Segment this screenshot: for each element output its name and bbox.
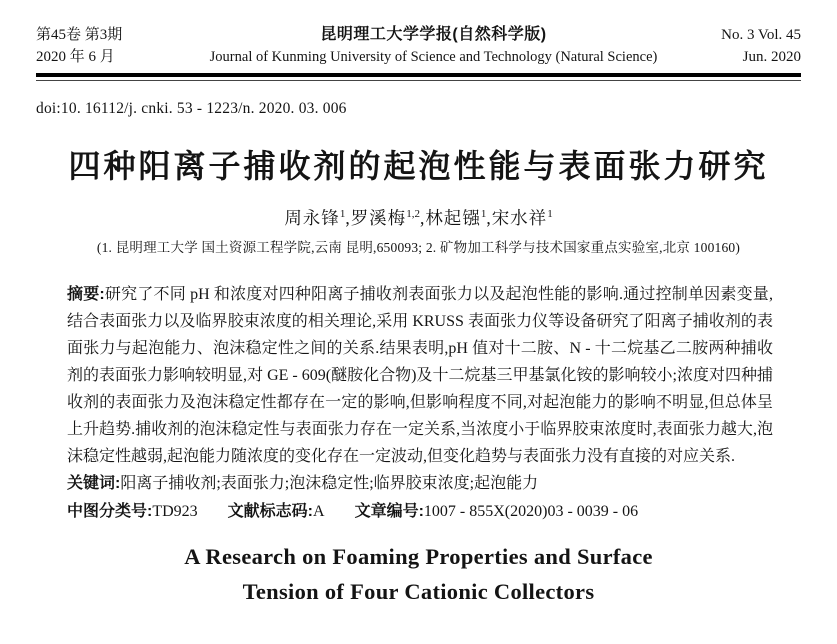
- author-2-name: 罗溪梅: [350, 208, 407, 228]
- keywords-line: [67, 470, 773, 497]
- issue-date-cn: 2020 年 6 月: [36, 49, 115, 65]
- clc-label: 中图分类号:: [67, 503, 153, 520]
- issue-volume-en: No. 3 Vol. 45: [721, 27, 801, 43]
- author-1: [284, 208, 345, 228]
- author-3-name: 林起镪: [425, 208, 481, 228]
- author-3-affil-mark: 1: [480, 208, 487, 221]
- author-3: [425, 208, 486, 228]
- journal-name-en: Journal of Kunming University of Science and Technology (Natural Science): [209, 49, 658, 65]
- author-4-name: 宋水祥: [491, 208, 548, 228]
- abstract-text: 研究了不同 pH 和浓度对四种阳离子捕收剂表面张力以及起泡性能的影响.通过控制单因素变量,结合表面张力以及临界胶束浓度的相关理论,采用 KRUSS 表面张力仪等设备研究了阳离子捕收剂的表面张力与起泡能力、泡沫稳定性之间的关系.结果表明,pH 值对十二胺、N - 十二烷基乙二胺两种捕收剂的表面张力影响较明显,对 GE - 609(醚胺化合物)及十二烷基三甲基氯化铵的影响较小;浓度对四种捕收剂的表面张力及泡沫稳定性都存在一定的影响,但影响程度不同,对起泡能力的影响不明显,但总体呈上升趋势.捕收剂的泡沫稳定性与表面张力存在一定关系,当浓度小于临界胶束浓度时,表面张力越大,泡沫稳定性越弱,起泡能力随浓度的变化存在一定波动,但变化趋势与表面张力没有直接的对应关系.: [67, 286, 773, 465]
- masthead-volume-block: [671, 24, 801, 68]
- author-4-affil-mark: 1: [547, 208, 553, 221]
- issue-volume-cn: 第45卷 第3期: [36, 27, 123, 43]
- article-id-value: 1007 - 855X(2020)03 - 0039 - 06: [423, 503, 639, 520]
- masthead-issue-block: [36, 24, 196, 68]
- keywords-label: 关键词:: [67, 475, 121, 492]
- authors-line: [36, 205, 801, 230]
- abstract-paragraph: [67, 281, 773, 470]
- article-title-zh: 四种阳离子捕收剂的起泡性能与表面张力研究: [68, 148, 769, 184]
- doc-code-value: A: [313, 503, 325, 520]
- article-title-en-line2: Tension of Four Cationic Collectors: [242, 579, 595, 604]
- keywords-text: 阳离子捕收剂;表面张力;泡沫稳定性;临界胶束浓度;起泡能力: [120, 475, 539, 492]
- masthead-rule-thin: [36, 80, 801, 81]
- issue-date-en: Jun. 2020: [742, 49, 801, 65]
- author-separator: ,: [419, 208, 426, 228]
- masthead-journal-block: [196, 24, 671, 68]
- doi-line: doi:10. 16112/j. cnki. 53 - 1223/n. 2020. 03. 006: [36, 100, 347, 117]
- author-1-affil-mark: 1: [339, 208, 346, 221]
- masthead-rule-thick: [36, 73, 801, 77]
- affiliation-line: (1. 昆明理工大学 国土资源工程学院,云南 昆明,650093; 2. 矿物加工科学与技术国家重点实验室,北京 100160): [96, 240, 741, 255]
- article-title-en-line1: A Research on Foaming Properties and Surface: [184, 544, 653, 569]
- author-2: [351, 208, 420, 228]
- doc-code-label: 文献标志码:: [227, 503, 314, 520]
- abstract-label: 摘要:: [67, 286, 105, 303]
- author-1-name: 周永锋: [284, 208, 340, 228]
- journal-masthead: [36, 24, 801, 68]
- clc-value: TD923: [152, 503, 198, 520]
- author-separator: ,: [486, 208, 492, 228]
- article-id-label: 文章编号:: [354, 503, 424, 520]
- classification-line: [67, 498, 773, 525]
- journal-name-cn: 昆明理工大学学报(自然科学版): [320, 26, 547, 43]
- author-separator: ,: [345, 208, 351, 228]
- author-4: [492, 208, 553, 228]
- article-title-en: [36, 539, 801, 609]
- author-2-affil-mark: 1,2: [406, 208, 420, 221]
